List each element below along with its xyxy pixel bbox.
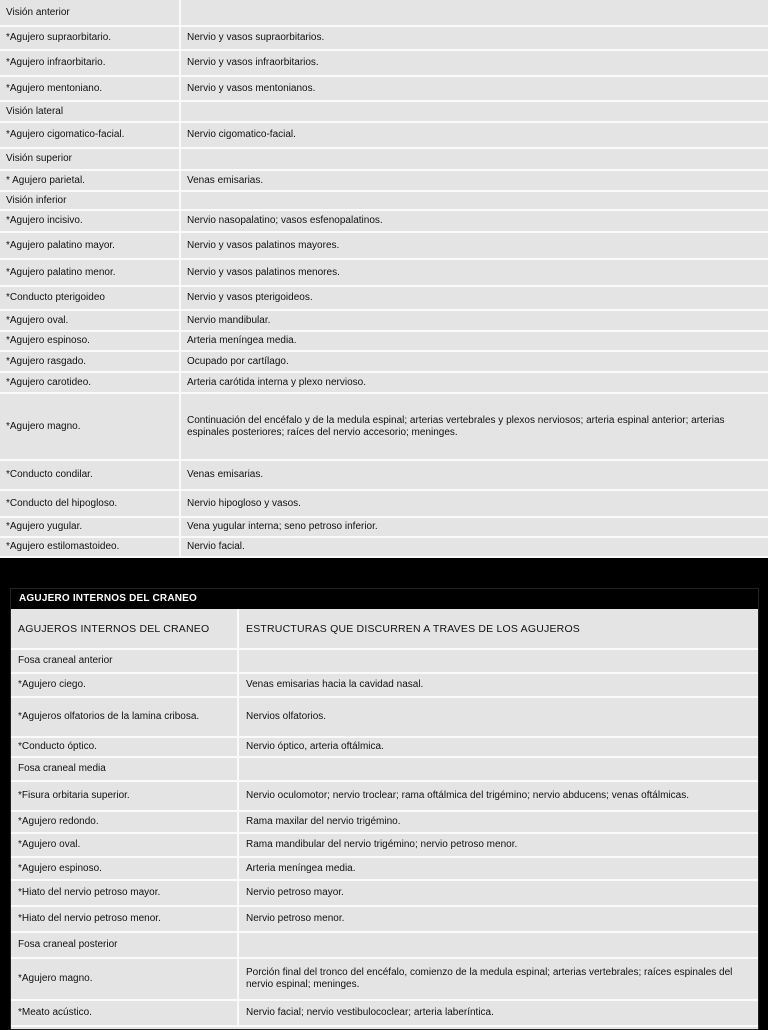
row-structures: Continuación del encéfalo y de la medula espinal; arterias vertebrales y plexos nerviosos; arteria espinal anterior; arterias espinales posteriores; raíces del nervio accesorio; meninges. xyxy=(180,393,768,460)
row-structures: Nervios olfatorios. xyxy=(238,697,758,737)
table-row xyxy=(11,932,758,958)
row-label: *Agujero carotideo. xyxy=(0,372,180,393)
table-row xyxy=(0,26,768,50)
table-row xyxy=(11,649,758,673)
row-label: *Agujero mentoniano. xyxy=(0,76,180,101)
row-structures: Nervio nasopalatino; vasos esfenopalatinos. xyxy=(180,210,768,232)
row-structures: Arteria meníngea media. xyxy=(238,857,758,880)
row-label: * Agujero parietal. xyxy=(0,170,180,191)
table-row xyxy=(0,537,768,557)
column-header-foramina: AGUJEROS INTERNOS DEL CRANEO xyxy=(11,609,238,649)
row-structures xyxy=(180,0,768,26)
table-row xyxy=(11,781,758,811)
row-label: Visión inferior xyxy=(0,191,180,210)
row-structures: Nervio y vasos supraorbitarios. xyxy=(180,26,768,50)
row-label: *Agujero rasgado. xyxy=(0,351,180,372)
row-label: *Hiato del nervio petroso mayor. xyxy=(11,880,238,906)
row-label: *Agujero oval. xyxy=(11,833,238,857)
row-label: *Conducto óptico. xyxy=(11,737,238,757)
row-label: *Agujero oval. xyxy=(0,310,180,331)
table-row xyxy=(0,148,768,170)
table-row xyxy=(11,880,758,906)
row-label: Fosa craneal posterior xyxy=(11,932,238,958)
row-label: *Conducto del hipogloso. xyxy=(0,490,180,517)
row-structures xyxy=(238,649,758,673)
table-row xyxy=(0,460,768,490)
row-structures: Porción final del tronco del encéfalo, comienzo de la medula espinal; arterias vertebrales; raíces espinales del nervio espinal; meninges. xyxy=(238,958,758,1000)
table-row xyxy=(11,737,758,757)
table-row xyxy=(11,697,758,737)
row-label: Visión anterior xyxy=(0,0,180,26)
table-row xyxy=(11,833,758,857)
row-label: *Agujeros olfatorios de la lamina cribosa. xyxy=(11,697,238,737)
row-structures: Vena yugular interna; seno petroso inferior. xyxy=(180,517,768,537)
row-label: *Agujero incisivo. xyxy=(0,210,180,232)
row-label: *Conducto condilar. xyxy=(0,460,180,490)
row-structures: Rama mandibular del nervio trigémino; nervio petroso menor. xyxy=(238,833,758,857)
row-label: Visión lateral xyxy=(0,101,180,122)
row-structures: Nervio y vasos pterigoideos. xyxy=(180,286,768,310)
row-structures: Nervio cigomatico-facial. xyxy=(180,122,768,148)
row-label: *Agujero ciego. xyxy=(11,673,238,697)
row-structures: Nervio oculomotor; nervio troclear; rama oftálmica del trigémino; nervio abducens; venas oftálmicas. xyxy=(238,781,758,811)
row-label: *Agujero espinoso. xyxy=(0,331,180,351)
column-header-structures: ESTRUCTURAS QUE DISCURREN A TRAVES DE LOS AGUJEROS xyxy=(238,609,758,649)
table-row xyxy=(0,310,768,331)
row-structures: Nervio facial. xyxy=(180,537,768,557)
row-label: *Fisura orbitaria superior. xyxy=(11,781,238,811)
internal-foramina-table xyxy=(11,609,758,1027)
row-structures xyxy=(180,148,768,170)
row-label: *Agujero infraorbitario. xyxy=(0,50,180,76)
table-row xyxy=(0,351,768,372)
row-structures: Nervio petroso menor. xyxy=(238,906,758,932)
table-row xyxy=(0,517,768,537)
row-structures: Nervio facial; nervio vestibulococlear; arteria laberíntica. xyxy=(238,1000,758,1026)
table-row xyxy=(0,232,768,259)
row-label: Fosa craneal media xyxy=(11,757,238,781)
table-row xyxy=(0,170,768,191)
row-label: *Agujero palatino menor. xyxy=(0,259,180,286)
row-structures: Nervio y vasos infraorbitarios. xyxy=(180,50,768,76)
row-structures: Nervio y vasos palatinos menores. xyxy=(180,259,768,286)
table-row xyxy=(0,393,768,460)
row-label: *Agujero palatino mayor. xyxy=(0,232,180,259)
table-row xyxy=(0,76,768,101)
table-row xyxy=(0,122,768,148)
row-structures: Arteria carótida interna y plexo nervioso. xyxy=(180,372,768,393)
row-label: Visión superior xyxy=(0,148,180,170)
table-row xyxy=(11,757,758,781)
row-structures: Nervio y vasos mentonianos. xyxy=(180,76,768,101)
table-title: AGUJERO INTERNOS DEL CRANEO xyxy=(11,589,758,609)
row-label: *Hiato del nervio petroso menor. xyxy=(11,906,238,932)
table-row xyxy=(11,811,758,833)
row-structures: Venas emisarias. xyxy=(180,170,768,191)
row-structures: Nervio y vasos palatinos mayores. xyxy=(180,232,768,259)
row-label: *Agujero supraorbitario. xyxy=(0,26,180,50)
row-structures: Nervio mandibular. xyxy=(180,310,768,331)
table-row xyxy=(0,286,768,310)
table-row xyxy=(11,906,758,932)
row-structures: Venas emisarias. xyxy=(180,460,768,490)
row-label: *Agujero yugular. xyxy=(0,517,180,537)
row-structures: Rama maxilar del nervio trigémino. xyxy=(238,811,758,833)
row-label: *Agujero estilomastoideo. xyxy=(0,537,180,557)
row-label: *Agujero magno. xyxy=(11,958,238,1000)
table-row xyxy=(11,673,758,697)
row-label: *Meato acústico. xyxy=(11,1000,238,1026)
row-structures: Nervio hipogloso y vasos. xyxy=(180,490,768,517)
table-row xyxy=(0,372,768,393)
row-structures xyxy=(238,932,758,958)
internal-foramina-panel xyxy=(10,588,759,1030)
row-structures: Nervio óptico, arteria oftálmica. xyxy=(238,737,758,757)
table-row xyxy=(11,857,758,880)
row-structures: Arteria meníngea media. xyxy=(180,331,768,351)
row-label: *Conducto pterigoideo xyxy=(0,286,180,310)
row-label: Fosa craneal anterior xyxy=(11,649,238,673)
row-label: *Agujero espinoso. xyxy=(11,857,238,880)
table-row xyxy=(11,958,758,1000)
row-label: *Agujero magno. xyxy=(0,393,180,460)
table-row xyxy=(0,259,768,286)
table-row xyxy=(0,101,768,122)
row-structures: Venas emisarias hacia la cavidad nasal. xyxy=(238,673,758,697)
table-row xyxy=(0,0,768,26)
table-header-row xyxy=(11,609,758,649)
table-row xyxy=(0,490,768,517)
row-label: *Agujero redondo. xyxy=(11,811,238,833)
row-structures xyxy=(238,757,758,781)
row-structures xyxy=(180,191,768,210)
table-row xyxy=(11,1000,758,1026)
row-label: *Agujero cigomatico-facial. xyxy=(0,122,180,148)
row-structures: Ocupado por cartílago. xyxy=(180,351,768,372)
table-row xyxy=(0,210,768,232)
table-row xyxy=(0,50,768,76)
table-row xyxy=(0,191,768,210)
table-row xyxy=(0,331,768,351)
row-structures xyxy=(180,101,768,122)
row-structures: Nervio petroso mayor. xyxy=(238,880,758,906)
